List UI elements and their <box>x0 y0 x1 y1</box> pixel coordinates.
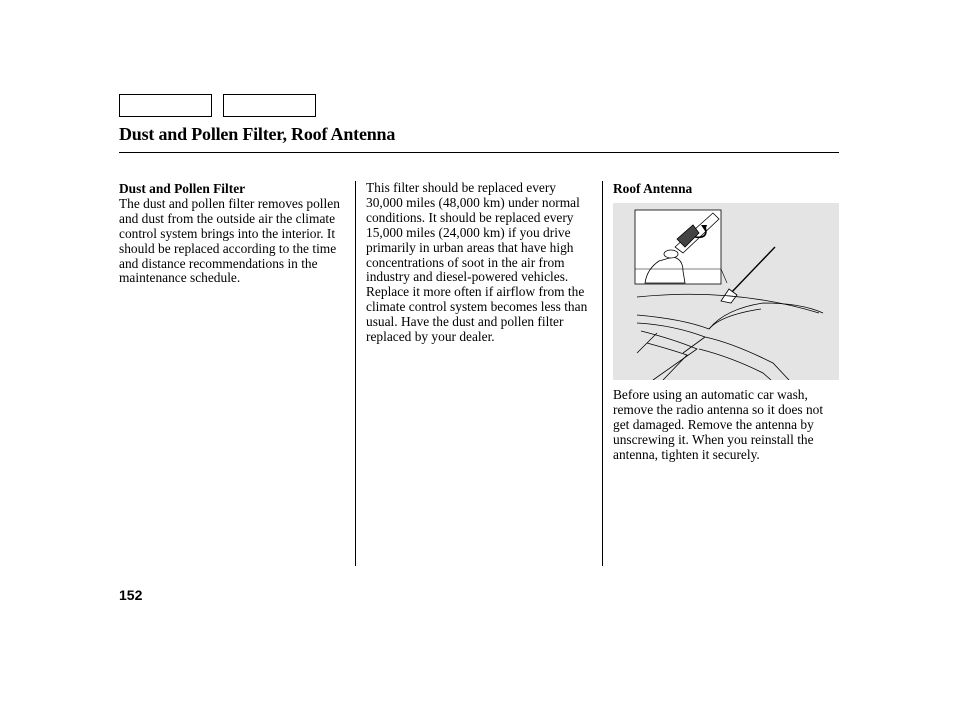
roof-antenna-illustration <box>613 203 839 380</box>
column-divider-1 <box>355 181 356 566</box>
paragraph-antenna-instructions: Before using an automatic car wash, remove the radio antenna so it does not get damaged. Remove the antenna by unscrewing it. When you reinstall the antenna, tighten it securely. <box>613 387 824 462</box>
page-number: 152 <box>119 587 143 603</box>
column-roof-antenna-heading <box>613 182 839 197</box>
nav-tab-box-1[interactable] <box>119 94 212 117</box>
paragraph-filter-description: The dust and pollen filter removes pollen and dust from the outside air the climate control system brings into the interior. It should be replaced according to the time and distance recommendations in the maintenance schedule. <box>119 195 340 286</box>
column-roof-antenna-text <box>613 388 839 463</box>
title-divider <box>119 152 839 153</box>
section-heading-roof-antenna: Roof Antenna <box>613 181 693 196</box>
column-filter-replacement <box>366 181 591 345</box>
page-title: Dust and Pollen Filter, Roof Antenna <box>119 124 396 144</box>
antenna-diagram-icon <box>613 203 839 380</box>
paragraph-filter-replacement: This filter should be replaced every 30,000 miles (48,000 km) under normal conditions. It should be replaced every 15,000 miles (24,000 km) if you drive primarily in urban areas that have high concentrations of soot in the air from industry and diesel-powered vehicles. Replace it more often if airflow from the climate control system becomes less than usual. Have the dust and pollen filter replaced by your dealer. <box>366 180 588 345</box>
column-dust-pollen-filter <box>119 182 341 286</box>
nav-tab-box-2[interactable] <box>223 94 316 117</box>
column-divider-2 <box>602 181 603 566</box>
section-heading-dust-pollen-filter: Dust and Pollen Filter <box>119 181 246 196</box>
